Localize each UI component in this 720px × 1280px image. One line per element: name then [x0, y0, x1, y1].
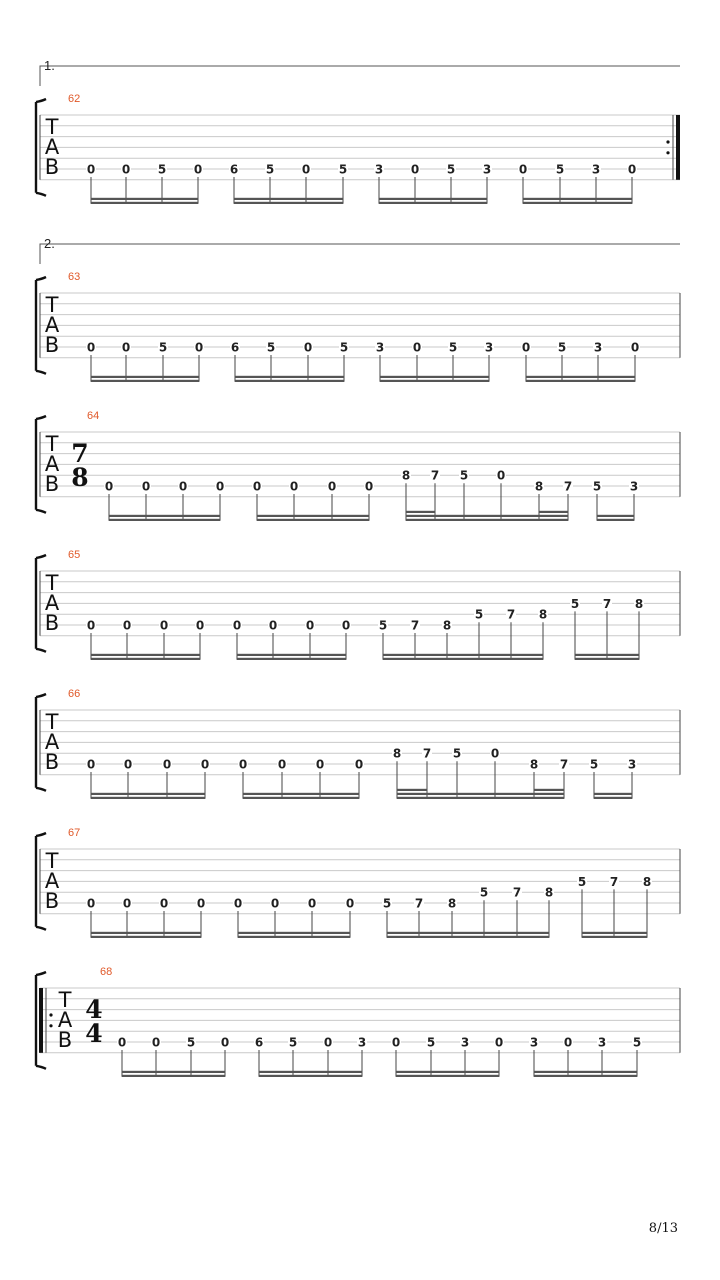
fret-number: 5 — [448, 340, 458, 355]
fret-number: 8 — [534, 479, 544, 494]
fret-number: 5 — [266, 340, 276, 355]
tab-clef-letter-b: B — [44, 611, 60, 635]
fret-number: 0 — [220, 1035, 230, 1050]
tab-clef-letter-a: A — [44, 869, 60, 893]
fret-number: 5 — [632, 1035, 642, 1050]
repeat-dot — [49, 1024, 52, 1027]
fret-number: 0 — [215, 479, 225, 494]
tab-clef-letter-t: T — [45, 571, 59, 595]
fret-number: 0 — [195, 618, 205, 633]
fret-number: 0 — [412, 340, 422, 355]
fret-number: 3 — [375, 340, 385, 355]
fret-number: 0 — [315, 757, 325, 772]
volta-label: 1. — [44, 58, 55, 73]
system-65 — [36, 549, 680, 660]
fret-number: 6 — [254, 1035, 264, 1050]
beam-secondary — [387, 932, 549, 934]
beam-primary — [396, 1075, 499, 1077]
tab-clef-letter-a: A — [44, 591, 60, 615]
system-62 — [36, 58, 680, 204]
fret-number: 0 — [86, 162, 96, 177]
beam-primary — [91, 658, 200, 660]
system-63 — [36, 236, 680, 382]
beam-primary — [257, 519, 369, 521]
beam-primary — [575, 658, 639, 660]
beam-primary — [526, 380, 635, 382]
beam-secondary — [594, 793, 632, 795]
tab-clef-letter-t: T — [45, 293, 59, 317]
fret-number: 8 — [634, 596, 644, 611]
fret-number: 0 — [178, 479, 188, 494]
beam-secondary — [91, 376, 199, 378]
fret-number: 0 — [496, 468, 506, 483]
fret-number: 0 — [323, 1035, 333, 1050]
beam-primary — [238, 936, 350, 938]
fret-number: 7 — [563, 479, 573, 494]
beam-primary — [243, 797, 359, 799]
fret-number: 3 — [627, 757, 637, 772]
beam-primary — [594, 797, 632, 799]
beam-primary — [534, 1075, 637, 1077]
beam-secondary — [526, 376, 635, 378]
fret-number: 0 — [122, 618, 132, 633]
fret-number: 0 — [289, 479, 299, 494]
fret-number: 5 — [378, 618, 388, 633]
fret-number: 0 — [410, 162, 420, 177]
fret-number: 0 — [521, 340, 531, 355]
fret-number: 0 — [268, 618, 278, 633]
fret-number: 5 — [186, 1035, 196, 1050]
beam-secondary — [237, 654, 346, 656]
volta-bracket — [40, 244, 680, 264]
measure-number: 65 — [68, 549, 81, 561]
fret-number: 5 — [157, 162, 167, 177]
beam-primary — [91, 202, 198, 204]
beam-secondary — [91, 654, 200, 656]
fret-number: 0 — [122, 896, 132, 911]
fret-number: 0 — [121, 340, 131, 355]
beam-primary — [383, 658, 543, 660]
tab-clef-letter-b: B — [44, 333, 60, 357]
fret-number: 3 — [529, 1035, 539, 1050]
beat-group — [382, 886, 554, 938]
repeat-dot — [666, 151, 669, 154]
fret-number: 0 — [159, 618, 169, 633]
tab-clef-letter-t: T — [45, 115, 59, 139]
system-66 — [36, 688, 680, 799]
fret-number: 8 — [642, 874, 652, 889]
beat-group — [392, 747, 569, 799]
beam-secondary — [91, 932, 201, 934]
repeat-dot — [49, 1013, 52, 1016]
fret-number: 3 — [593, 340, 603, 355]
fret-number: 0 — [121, 162, 131, 177]
fret-number: 5 — [589, 757, 599, 772]
measure-number: 68 — [100, 966, 113, 978]
beam-tertiary — [406, 511, 435, 513]
tab-clef-letter-b: B — [44, 472, 60, 496]
beam-primary — [523, 202, 632, 204]
tab-clef-letter-b: B — [57, 1028, 73, 1052]
tab-clef-letter-t: T — [45, 710, 59, 734]
beam-secondary — [597, 515, 634, 517]
fret-number: 5 — [446, 162, 456, 177]
repeat-dot — [666, 140, 669, 143]
volta-label: 2. — [44, 236, 55, 251]
measure-number: 62 — [68, 93, 81, 105]
beam-secondary — [396, 1071, 499, 1073]
beam-secondary — [243, 793, 359, 795]
fret-number: 0 — [391, 1035, 401, 1050]
fret-number: 8 — [392, 746, 402, 761]
tab-clef-letter-a: A — [44, 313, 60, 337]
fret-number: 3 — [484, 340, 494, 355]
beam-secondary — [235, 376, 344, 378]
beam-secondary — [383, 654, 543, 656]
beam-tertiary — [534, 789, 564, 791]
fret-number: 5 — [570, 596, 580, 611]
beam-secondary — [259, 1071, 362, 1073]
fret-number: 6 — [229, 162, 239, 177]
fret-number: 5 — [452, 746, 462, 761]
system-68 — [36, 966, 680, 1077]
beam-primary — [379, 202, 487, 204]
fret-number: 0 — [518, 162, 528, 177]
fret-number: 0 — [630, 340, 640, 355]
fret-number: 0 — [327, 479, 337, 494]
fret-number: 3 — [460, 1035, 470, 1050]
measure-number: 66 — [68, 688, 81, 700]
beat-group — [577, 875, 652, 938]
fret-number: 0 — [159, 896, 169, 911]
fret-number: 0 — [490, 746, 500, 761]
beam-secondary — [238, 932, 350, 934]
tab-clef-letter-b: B — [44, 750, 60, 774]
fret-number: 0 — [104, 479, 114, 494]
fret-number: 0 — [238, 757, 248, 772]
fret-number: 5 — [459, 468, 469, 483]
beam-secondary — [234, 198, 343, 200]
fret-number: 7 — [422, 746, 432, 761]
fret-number: 0 — [193, 162, 203, 177]
beam-secondary — [523, 198, 632, 200]
beam-tertiary — [397, 789, 427, 791]
fret-number: 5 — [339, 340, 349, 355]
fret-number: 0 — [86, 340, 96, 355]
fret-number: 7 — [559, 757, 569, 772]
beam-primary — [234, 202, 343, 204]
fret-number: 0 — [252, 479, 262, 494]
tab-clef-letter-b: B — [44, 889, 60, 913]
volta-bracket — [40, 66, 680, 86]
fret-number: 5 — [338, 162, 348, 177]
fret-number: 7 — [609, 874, 619, 889]
fret-number: 3 — [357, 1035, 367, 1050]
beam-primary — [259, 1075, 362, 1077]
repeat-start-thick-bar — [39, 988, 43, 1053]
fret-number: 3 — [482, 162, 492, 177]
fret-number: 0 — [305, 618, 315, 633]
fret-number: 0 — [86, 618, 96, 633]
fret-number: 0 — [563, 1035, 573, 1050]
fret-number: 5 — [382, 896, 392, 911]
fret-number: 5 — [577, 874, 587, 889]
fret-number: 8 — [538, 607, 548, 622]
fret-number: 0 — [345, 896, 355, 911]
time-signature-denominator: 8 — [71, 463, 89, 492]
fret-number: 3 — [374, 162, 384, 177]
tab-clef-letter-t: T — [58, 988, 72, 1012]
fret-number: 0 — [86, 757, 96, 772]
fret-number: 5 — [592, 479, 602, 494]
beam-primary — [387, 936, 549, 938]
page-number: 8/13 — [648, 1221, 678, 1236]
beam-primary — [122, 1075, 225, 1077]
fret-number: 0 — [354, 757, 364, 772]
tab-clef-letter-a: A — [44, 135, 60, 159]
fret-number: 0 — [232, 618, 242, 633]
fret-number: 5 — [474, 607, 484, 622]
beam-primary — [597, 519, 634, 521]
beam-primary — [91, 380, 199, 382]
fret-number: 5 — [479, 885, 489, 900]
fret-number: 0 — [301, 162, 311, 177]
beam-primary — [91, 936, 201, 938]
fret-number: 8 — [442, 618, 452, 633]
beam-primary — [397, 797, 564, 799]
fret-number: 0 — [117, 1035, 127, 1050]
fret-number: 7 — [430, 468, 440, 483]
beam-primary — [406, 519, 568, 521]
beam-secondary — [534, 1071, 637, 1073]
measure-number: 63 — [68, 271, 81, 283]
repeat-end-thick-bar — [676, 115, 680, 180]
fret-number: 0 — [123, 757, 133, 772]
beam-secondary — [109, 515, 220, 517]
beam-secondary — [575, 654, 639, 656]
fret-number: 5 — [557, 340, 567, 355]
beam-secondary — [380, 376, 489, 378]
beam-secondary — [91, 198, 198, 200]
beam-secondary — [379, 198, 487, 200]
fret-number: 0 — [627, 162, 637, 177]
fret-number: 0 — [162, 757, 172, 772]
beat-group — [401, 469, 573, 521]
fret-number: 7 — [602, 596, 612, 611]
tab-clef-letter-t: T — [45, 849, 59, 873]
fret-number: 0 — [270, 896, 280, 911]
beam-primary — [237, 658, 346, 660]
fret-number: 0 — [494, 1035, 504, 1050]
fret-number: 7 — [506, 607, 516, 622]
fret-number: 0 — [303, 340, 313, 355]
beam-primary — [380, 380, 489, 382]
fret-number: 0 — [341, 618, 351, 633]
beam-secondary — [257, 515, 369, 517]
fret-number: 5 — [265, 162, 275, 177]
fret-number: 5 — [288, 1035, 298, 1050]
beam-secondary — [397, 793, 564, 795]
beat-group — [570, 597, 644, 660]
time-signature-numerator: 4 — [85, 995, 103, 1024]
fret-number: 3 — [629, 479, 639, 494]
beam-primary — [91, 797, 205, 799]
beam-secondary — [582, 932, 647, 934]
fret-number: 0 — [233, 896, 243, 911]
fret-number: 8 — [529, 757, 539, 772]
tab-clef-letter-t: T — [45, 432, 59, 456]
fret-number: 0 — [86, 896, 96, 911]
fret-number: 7 — [410, 618, 420, 633]
fret-number: 7 — [414, 896, 424, 911]
fret-number: 0 — [194, 340, 204, 355]
fret-number: 0 — [200, 757, 210, 772]
tab-clef-letter-a: A — [44, 730, 60, 754]
fret-number: 0 — [196, 896, 206, 911]
beam-secondary — [406, 515, 568, 517]
measure-number: 64 — [87, 410, 100, 422]
fret-number: 3 — [597, 1035, 607, 1050]
beat-group — [378, 608, 548, 660]
beam-tertiary — [539, 511, 568, 513]
time-signature-numerator: 7 — [71, 439, 89, 468]
fret-number: 0 — [364, 479, 374, 494]
beam-primary — [109, 519, 220, 521]
fret-number: 0 — [307, 896, 317, 911]
system-67 — [36, 827, 680, 938]
fret-number: 3 — [591, 162, 601, 177]
fret-number: 6 — [230, 340, 240, 355]
fret-number: 7 — [512, 885, 522, 900]
beam-primary — [582, 936, 647, 938]
fret-number: 8 — [401, 468, 411, 483]
beam-secondary — [122, 1071, 225, 1073]
time-signature-denominator: 4 — [85, 1019, 103, 1048]
system-64 — [36, 410, 680, 521]
beam-secondary — [91, 793, 205, 795]
fret-number: 0 — [277, 757, 287, 772]
fret-number: 5 — [555, 162, 565, 177]
beam-primary — [235, 380, 344, 382]
fret-number: 5 — [158, 340, 168, 355]
tab-clef-letter-a: A — [57, 1008, 73, 1032]
fret-number: 8 — [544, 885, 554, 900]
measure-number: 67 — [68, 827, 81, 839]
fret-number: 8 — [447, 896, 457, 911]
tab-clef-letter-b: B — [44, 155, 60, 179]
fret-number: 5 — [426, 1035, 436, 1050]
tab-clef-letter-a: A — [44, 452, 60, 476]
fret-number: 0 — [141, 479, 151, 494]
fret-number: 0 — [151, 1035, 161, 1050]
